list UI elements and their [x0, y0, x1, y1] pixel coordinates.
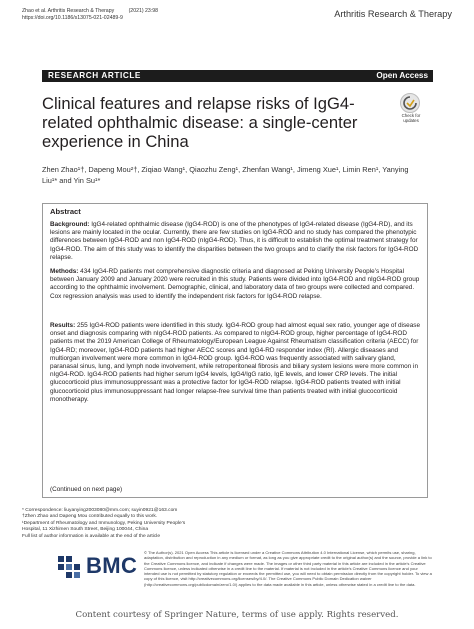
methods-text: 434 IgG4-RD patients met comprehensive diagnostic criteria and diagnosed at Peking University People’s Hospital between January 2009 and January 2020 were recruited in this study. Patients were divided into IgG4-ROD and nIgG4-ROD group according to the ophthalmic involvement. Demographic, clinical, and laboratory data of two groups were collected and compared. Cox regression analysis was used to identify the independent risk factors for IgG4-ROD relapse.: [50, 268, 420, 300]
abstract-results: [50, 322, 422, 404]
open-access-label: Open Access: [376, 71, 428, 80]
check-for-updates-icon: [400, 93, 420, 113]
correspondence-emails[interactable]: * Correspondence: liuyanying2003080@mm.com; suyin0921@163.com: [22, 508, 178, 513]
badge-line-2: updates: [403, 118, 419, 123]
affiliation-line-1: ¹Department of Rheumatology and Immunology, Peking University People’s: [22, 520, 186, 526]
background-text: IgG4-related ophthalmic disease (IgG4-ROD) is one of the phenotypes of IgG4-related disease (IgG4-RD), and its lesions are mainly located in the ocular. Currently, there are few studies on IgG4-ROD and no study has compared the phenotypic differences between IgG4-ROD and non IgG4-ROD (nIgG4-ROD). Thus, it is difficult to establish the optimal treatment strategy for IgG4-ROD. The aim of this study was to identify the disparities between the two groups and to clarify the risk factors for IgG4-ROD relapse.: [50, 221, 419, 261]
equal-contribution-note: †Zhen Zhao and Dapeng Mou contributed equally to this work.: [22, 514, 158, 520]
check-for-updates-text: [394, 113, 428, 123]
citation-line: Zhao et al. Arthritis Research & Therapy (2021) 23:98: [22, 8, 158, 14]
article-citation-header: [22, 8, 158, 21]
affiliation-line-2: Hospital, 11 Xizhimen South Street, Beijing 100044, China: [22, 527, 149, 533]
page-footer: Content courtesy of Springer Nature, terms of use apply. Rights reserved.: [75, 610, 399, 620]
article-title: Clinical features and relapse risks of IgG4-related ophthalmic disease: a single-center experience in China: [42, 94, 358, 151]
abstract-heading: Abstract: [50, 207, 81, 216]
methods-label: Methods:: [50, 268, 79, 275]
license-text: © The Author(s). 2021 Open Access This article is licensed under a Creative Commons Attribution 4.0 International License, which permits use, sharing, adaptation, distribution and reproduction in any medium or format, as long as you give appropriate credit to the original author(s) and the source, provide a link to the Creative Commons licence, and indicate if changes were made. The images or other third party material in this article are included in the article's Creative Commons licence, unless indicated otherwise in a credit line to the material. If material is not included in the article's Creative Commons licence and your intended use is not permitted by statutory regulation or exceeds the permitted use, you will need to obtain permission directly from the copyright holder. To view a copy of this licence, visit http://creativecommons.org/licenses/by/4.0/. The Creative Commons Public Domain Dedication waiver (http://creativecommons.org/publicdomain/zero/1.0/) applies to the data made available in this article, unless otherwise stated in a credit line to the data.: [144, 550, 432, 587]
journal-name: Arthritis Research & Therapy: [334, 9, 452, 19]
bmc-logo-icon: [56, 552, 84, 580]
abstract-methods: [50, 268, 422, 301]
badge-line-1: Check for: [401, 113, 421, 118]
doi-link[interactable]: https://doi.org/10.1186/s13075-021-02489-9: [22, 14, 123, 21]
results-label: Results:: [50, 322, 76, 329]
continued-note: (Continued on next page): [50, 486, 123, 493]
bmc-logo: [56, 552, 146, 580]
abstract-background: [50, 221, 422, 262]
article-type-label: RESEARCH ARTICLE: [48, 71, 141, 80]
bmc-logo-text: BMC: [86, 553, 138, 578]
correspondence-block: [22, 508, 292, 540]
background-label: Background:: [50, 221, 90, 228]
check-for-updates-badge[interactable]: [394, 93, 428, 129]
author-info-note: Full list of author information is available at the end of the article: [22, 533, 161, 539]
author-list: Zhen Zhao¹†, Dapeng Mou²†, Ziqiao Wang¹, Qiaozhu Zeng¹, Zhenfan Wang¹, Jimeng Xue¹, Limin Ren¹, Yanying Liu¹* and Yin Su¹*: [42, 165, 409, 185]
results-text: 255 IgG4-ROD patients were identified in this study. IgG4-ROD group had almost equal sex ratio, younger age of disease onset and diagnosis comparing with nIgG4-ROD patients. As compared to nIgG4-ROD group, higher percentage of IgG4-ROD patients met the 2019 American College of Rheumatology/European League Against Rheumatism classification criteria (AECC) for IgG4-RD; moreover, IgG4-ROD patients had higher AECC scores and IgG4-RD responder index (RI). Allergic diseases and multiorgan involvement were more common in IgG4-ROD group. IgG4-ROD was frequently associated with salivary gland, paranasal sinus, lung, and lymph node involvement, while retroperitoneal fibrosis and biliary system lesions were more common in nIgG4-ROD. IgG4-ROD patients had higher serum IgG4 levels, IgG4/IgG ratio, IgE levels, and lower CRP levels. The initial glucocorticoid plus immunosuppressant was a protective factor for IgG4-ROD relapse. IgG4-ROD patients treated with initial glucocorticoid plus immunosuppressant had longer relapse-free survival time than patients treated with initial glucocorticoid monotherapy.: [50, 322, 421, 403]
